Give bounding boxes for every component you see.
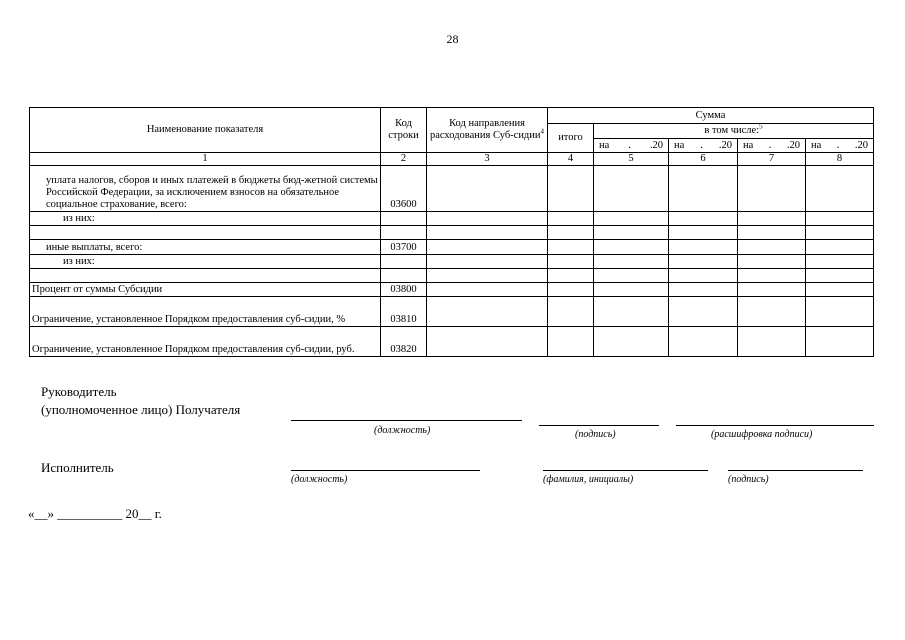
executor-caption-name: (фамилия, инициалы)	[543, 474, 634, 485]
table-row	[30, 166, 874, 212]
table-row	[30, 297, 874, 327]
table-row	[30, 283, 874, 297]
col-number: 1	[30, 153, 381, 166]
executor-caption-signature: (подпись)	[728, 474, 769, 485]
executor-name-line[interactable]	[543, 470, 708, 471]
row-name: Процент от суммы Субсидии	[30, 283, 381, 297]
page-number: 28	[446, 32, 459, 46]
executor-position-line[interactable]	[291, 470, 480, 471]
table-row	[30, 212, 874, 226]
head-label-line2: (уполномоченное лицо) Получателя	[41, 402, 241, 417]
col-number: 2	[381, 153, 427, 166]
header-direction: Код направления расходования Суб-сидии$^4$	[427, 108, 548, 153]
row-code: 03810	[381, 297, 427, 327]
row-name: уплата налогов, сборов и иных платежей в бюджеты бюд-жетной системы Российской Федерации, за исключением взносов на обязательное социальное страхование, всего:	[30, 166, 381, 212]
head-signature-line[interactable]	[539, 425, 659, 426]
head-label-line1: Руководитель	[41, 384, 117, 399]
report-table	[29, 107, 874, 357]
row-name: из них:	[30, 212, 381, 226]
table-row	[30, 255, 874, 269]
executor-label: Исполнитель	[41, 460, 114, 475]
header-period: на . .20	[669, 139, 738, 153]
col-number: 5	[594, 153, 669, 166]
row-name: Ограничение, установленное Порядком предоставления суб-сидии, %	[30, 297, 381, 327]
row-code: 03820	[381, 327, 427, 357]
col-number: 6	[669, 153, 738, 166]
row-code	[381, 226, 427, 240]
row-name: Ограничение, установленное Порядком предоставления суб-сидии, руб.	[30, 327, 381, 357]
row-code: 03800	[381, 283, 427, 297]
column-number-row	[30, 153, 874, 166]
header-sum: Сумма	[548, 108, 874, 124]
header-period: на . .20	[806, 139, 874, 153]
table-row	[30, 269, 874, 283]
head-caption-decoding: (расшифровка подписи)	[711, 429, 813, 440]
table-row	[30, 226, 874, 240]
header-name: Наименование показателя	[30, 108, 381, 153]
col-number: 3	[427, 153, 548, 166]
header-period: на . .20	[738, 139, 806, 153]
head-caption-signature: (подпись)	[575, 429, 616, 440]
col-number: 8	[806, 153, 874, 166]
table-row	[30, 240, 874, 255]
head-caption-position: (должность)	[374, 425, 431, 436]
header-including: в том числе:$^5$	[594, 124, 874, 139]
head-decoding-line[interactable]	[676, 425, 874, 426]
date-line[interactable]: «__» __________ 20__ г.	[28, 506, 162, 521]
row-name: из них:	[30, 255, 381, 269]
table-row	[30, 327, 874, 357]
row-name: иные выплаты, всего:	[30, 240, 381, 255]
col-number: 7	[738, 153, 806, 166]
head-position-line[interactable]	[291, 420, 522, 421]
header-code: Код строки	[381, 108, 427, 153]
col-number: 4	[548, 153, 594, 166]
row-code: 03600	[381, 166, 427, 212]
executor-caption-position: (должность)	[291, 474, 348, 485]
row-code	[381, 269, 427, 283]
executor-signature-line[interactable]	[728, 470, 863, 471]
row-code: 03700	[381, 240, 427, 255]
header-period: на . .20	[594, 139, 669, 153]
header-total: итого	[548, 124, 594, 153]
row-name	[30, 226, 381, 240]
row-code	[381, 212, 427, 226]
row-code	[381, 255, 427, 269]
row-name	[30, 269, 381, 283]
